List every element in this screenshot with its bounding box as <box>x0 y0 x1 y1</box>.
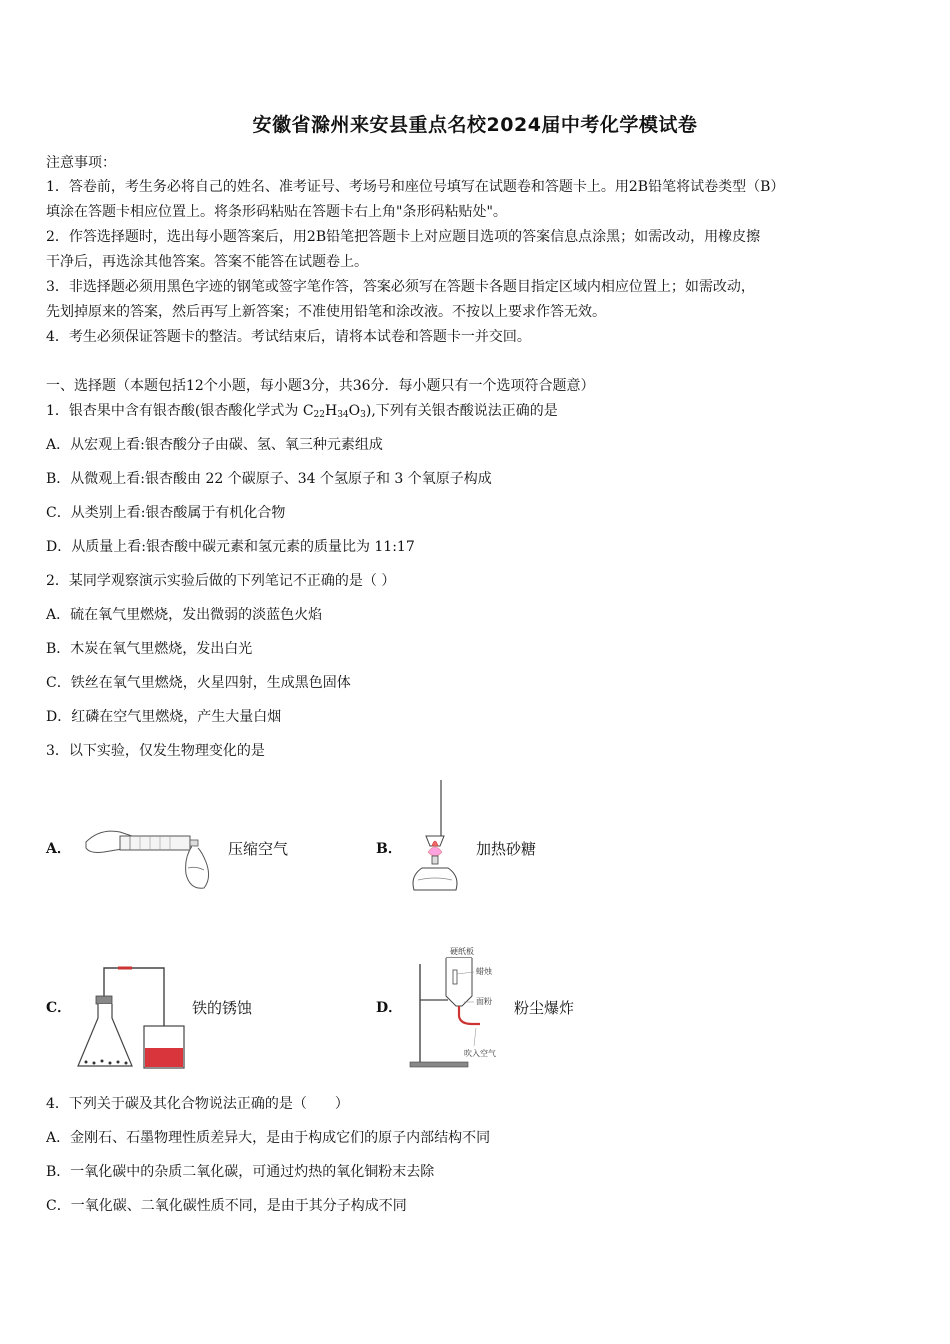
notice-line: 3．非选择题必须用黑色字迹的钢笔或签字笔作答，答案必须写在答题卡各题目指定区域内相应位置上；如需改动， <box>46 279 755 295</box>
q1-option-a[interactable]: A．从宏观上看:银杏酸分子由碳、氢、氧三种元素组成 <box>46 437 383 453</box>
question-1-stem <box>46 400 558 426</box>
q3-option-d-label: 粉尘爆炸 <box>514 999 575 1017</box>
label-blow-air: 吹入空气 <box>464 1049 496 1058</box>
q1-sub-o: 3 <box>360 410 366 420</box>
q1-option-b[interactable]: B．从微观上看:银杏酸由 22 个碳原子、34 个氢原子和 3 个氧原子构成 <box>46 471 492 487</box>
syringe-figure <box>80 818 220 898</box>
notice-line: 填涂在答题卡相应位置上。将条形码粘贴在答题卡右上角"条形码粘贴处"。 <box>46 204 507 220</box>
dust-explosion-figure <box>406 944 516 1074</box>
q3-option-c-letter[interactable]: C． <box>46 1000 72 1016</box>
q1-stem-post: ),下列有关银杏酸说法正确的是 <box>365 403 558 419</box>
alcohol-lamp-figure <box>402 780 462 900</box>
notice-line: 干净后，再选涂其他答案。答案不能答在试题卷上。 <box>46 254 368 270</box>
q3-option-b-letter[interactable]: B． <box>376 841 402 857</box>
notice-line: 4．考生必须保证答题卡的整洁。考试结束后，请将本试卷和答题卡一并交回。 <box>46 329 531 345</box>
q3-option-d-letter[interactable]: D． <box>376 1000 403 1016</box>
q3-option-a-letter[interactable]: A． <box>46 841 71 857</box>
page-title: 安徽省滁州来安县重点名校2024届中考化学模试卷 <box>252 114 698 136</box>
q3-option-c-label: 铁的锈蚀 <box>192 999 253 1017</box>
q1-sub-c: 22 <box>313 410 325 420</box>
q2-option-b[interactable]: B．木炭在氧气里燃烧，发出白光 <box>46 641 253 657</box>
q1-o: O <box>348 403 361 419</box>
q4-option-c[interactable]: C．一氧化碳、二氧化碳性质不同，是由于其分子构成不同 <box>46 1198 407 1214</box>
q3-option-a-label: 压缩空气 <box>228 840 289 858</box>
question-2-stem: 2．某同学观察演示实验后做的下列笔记不正确的是（ ） <box>46 573 396 589</box>
notice-line: 1．答卷前，考生务必将自己的姓名、准考证号、考场号和座位号填写在试题卷和答题卡上。用2B铅笔将试卷类型（B） <box>46 179 785 195</box>
q3-option-b-label: 加热砂糖 <box>476 840 537 858</box>
q1-stem-pre: 1．银杏果中含有银杏酸(银杏酸化学式为 C <box>46 403 314 419</box>
label-flour: 面粉 <box>476 997 492 1006</box>
q2-option-d[interactable]: D．红磷在空气里燃烧，产生大量白烟 <box>46 709 282 725</box>
label-candle: 蜡烛 <box>476 967 492 976</box>
section-heading: 一、选择题（本题包括12个小题，每小题3分，共36分．每小题只有一个选项符合题意） <box>46 378 595 394</box>
question-3-stem: 3．以下实验，仅发生物理变化的是 <box>46 743 265 759</box>
q1-option-d[interactable]: D．从质量上看:银杏酸中碳元素和氢元素的质量比为 11:17 <box>46 539 415 555</box>
label-cardboard: 硬纸板 <box>450 947 474 956</box>
q1-option-c[interactable]: C．从类别上看:银杏酸属于有机化合物 <box>46 505 286 521</box>
q4-option-a[interactable]: A．金刚石、石墨物理性质差异大，是由于构成它们的原子内部结构不同 <box>46 1130 491 1146</box>
notice-line: 先划掉原来的答案，然后再写上新答案；不准使用铅笔和涂改液。不按以上要求作答无效。 <box>46 304 606 320</box>
notice-heading: 注意事项： <box>46 155 116 171</box>
q4-option-b[interactable]: B．一氧化碳中的杂质二氧化碳，可通过灼热的氧化铜粉末去除 <box>46 1164 435 1180</box>
notice-line: 2．作答选择题时，选出每小题答案后，用2B铅笔把答题卡上对应题目选项的答案信息点涂黑；如需改动，用橡皮擦 <box>46 229 761 245</box>
q2-option-a[interactable]: A．硫在氧气里燃烧，发出微弱的淡蓝色火焰 <box>46 607 323 623</box>
question-4-stem: 4．下列关于碳及其化合物说法正确的是（ ） <box>46 1096 349 1112</box>
q1-sub-h: 34 <box>337 410 349 420</box>
rusting-flask-figure <box>72 962 202 1072</box>
q1-h: H <box>324 403 338 419</box>
q2-option-c[interactable]: C．铁丝在氧气里燃烧，火星四射，生成黑色固体 <box>46 675 351 691</box>
